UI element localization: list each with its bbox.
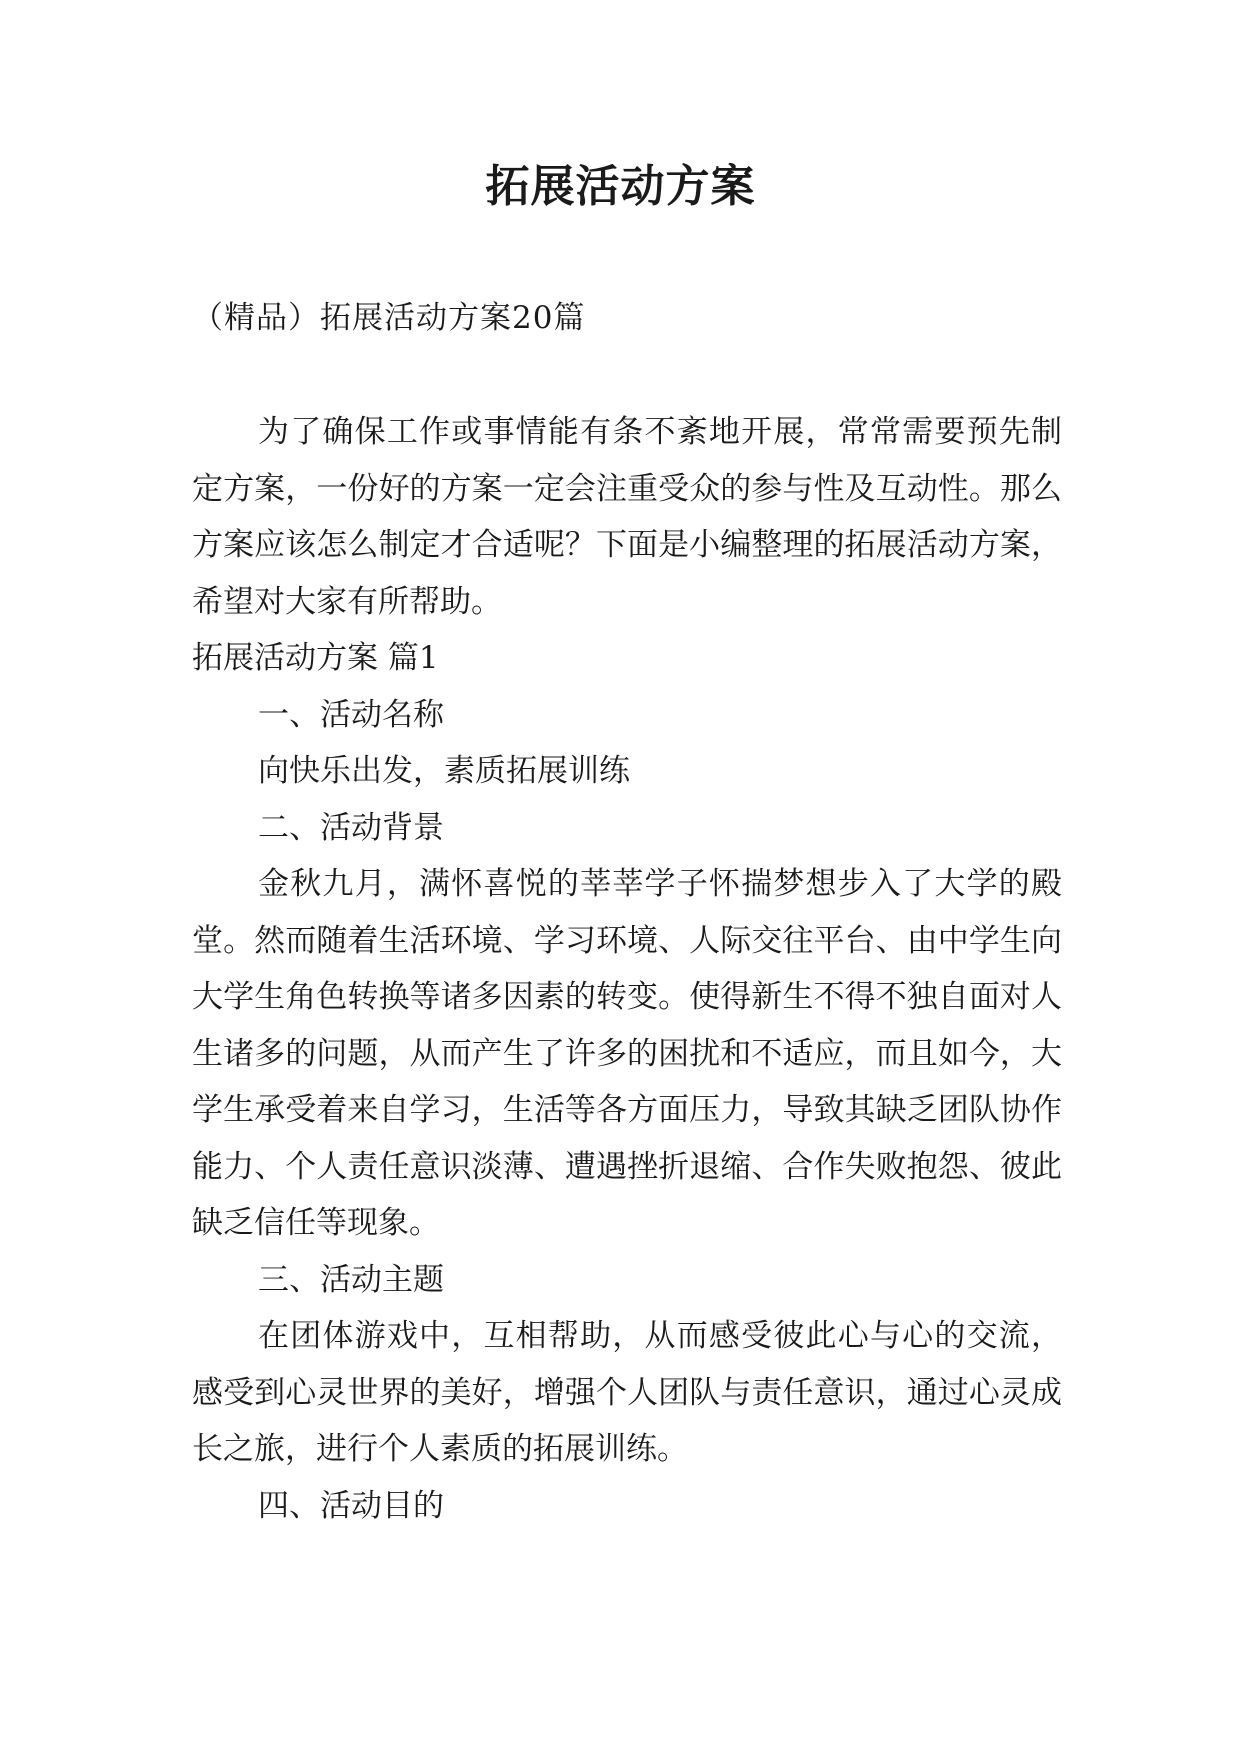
activity-background-text: 金秋九月，满怀喜悦的莘莘学子怀揣梦想步入了大学的殿堂。然而随着生活环境、学习环境、人际交往平台、由中学生向大学生角色转换等诸多因素的转变。使得新生不得不独自面对人生诸多的问题，从而产生了许多的困扰和不适应，而且如今，大学生承受着来自学习，生活等各方面压力，导致其缺乏团队协作能力、个人责任意识淡薄、遭遇挫折退缩、合作失败抱怨、彼此缺乏信任等现象。 bbox=[192, 866, 1062, 1241]
document-title: 拓展活动方案 bbox=[485, 161, 756, 212]
heading-activity-name: 一、活动名称 bbox=[258, 696, 444, 733]
activity-theme-text: 在团体游戏中，互相帮助，从而感受彼此心与心的交流，感受到心灵世界的美好，增强个人团队与责任意识，通过心灵成长之旅，进行个人素质的拓展训练。 bbox=[192, 1318, 1062, 1467]
document-body bbox=[192, 404, 1062, 1534]
document-subtitle: （精品）拓展活动方案20篇 bbox=[192, 300, 586, 336]
heading-activity-theme: 三、活动主题 bbox=[258, 1261, 444, 1298]
activity-name-text: 向快乐出发，素质拓展训练 bbox=[258, 753, 630, 789]
section-heading-part1: 拓展活动方案 篇1 bbox=[192, 640, 439, 676]
heading-activity-purpose: 四、活动目的 bbox=[258, 1487, 444, 1524]
intro-paragraph: 为了确保工作或事情能有条不紊地开展，常常需要预先制定方案，一份好的方案一定会注重受众的参与性及互动性。那么方案应该怎么制定才合适呢？下面是小编整理的拓展活动方案，希望对大家有所帮助。 bbox=[192, 414, 1062, 620]
heading-activity-background: 二、活动背景 bbox=[258, 809, 444, 846]
